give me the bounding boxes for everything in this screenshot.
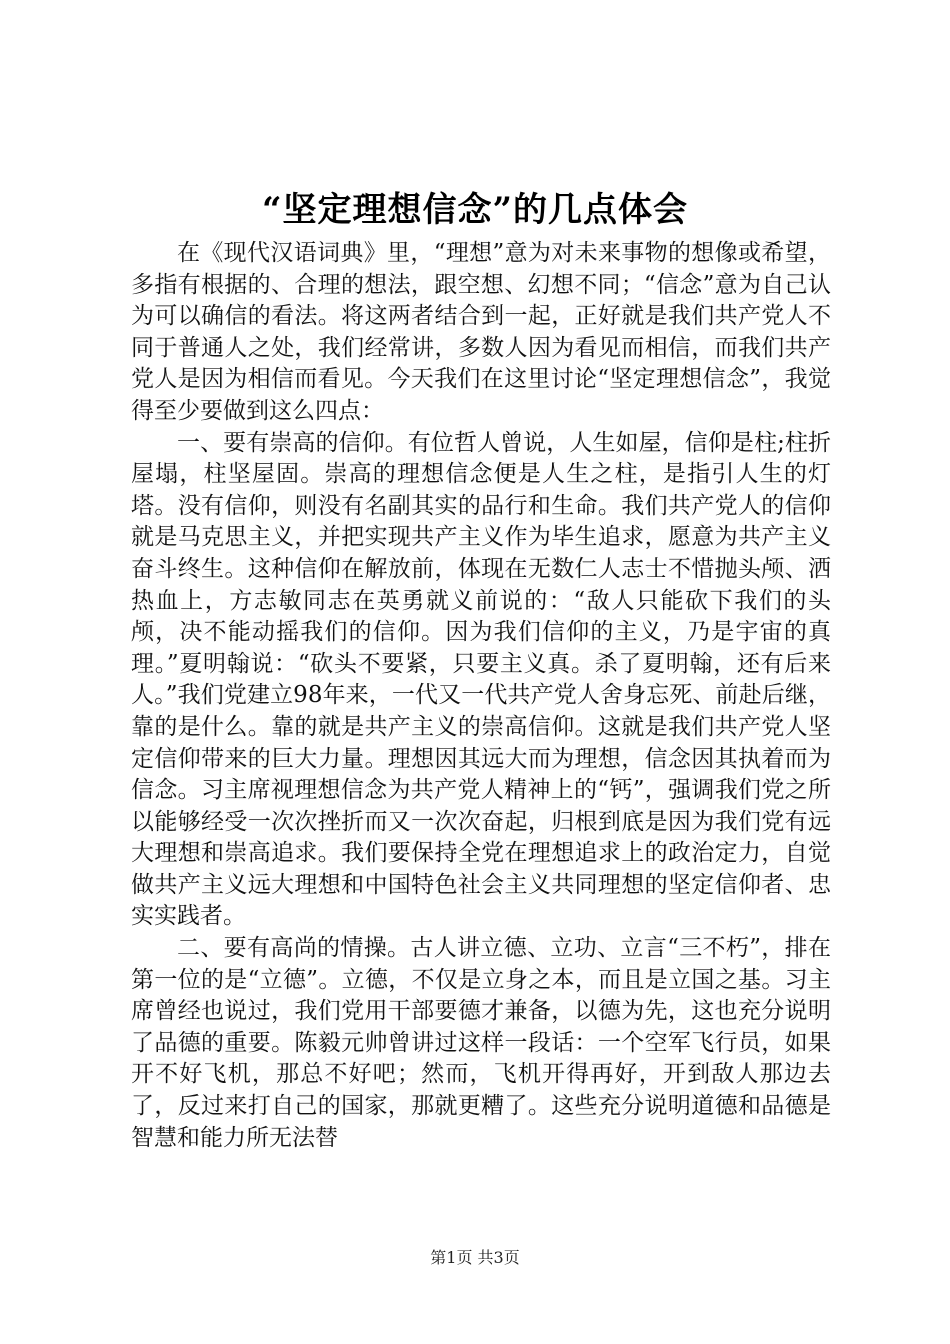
document-title: “坚定理想信念”的几点体会	[261, 190, 689, 230]
page-number-footer: 第1页 共3页	[430, 1248, 520, 1267]
document-body	[131, 238, 831, 1154]
section-two-paragraph: 二、要有高尚的情操。古人讲立德、立功、立言“三不朽”，排在第一位的是“立德”。立德，不仅是立身之本，而且是立国之基。习主席曾经也说过，我们党用干部要德才兼备，以德为先，这也充分说明了品德的重要。陈毅元帅曾讲过这样一段话：一个空军飞行员，如果开不好飞机，那总不好吧；然而，飞机开得再好，开到敌人那边去了，反过来打自己的国家，那就更糟了。这些充分说明道德和品德是智慧和能力所无法替	[131, 935, 831, 1151]
section-one-paragraph: 一、要有崇高的信仰。有位哲人曾说，人生如屋，信仰是柱;柱折屋塌，柱坚屋固。崇高的理想信念便是人生之柱，是指引人生的灯塔。没有信仰，则没有名副其实的品行和生命。我们共产党人的信仰就是马克思主义，并把实现共产主义作为毕生追求，愿意为共产主义奋斗终生。这种信仰在解放前，体现在无数仁人志士不惜抛头颅、洒热血上，方志敏同志在英勇就义前说的：“敌人只能砍下我们的头颅，决不能动摇我们的信仰。因为我们信仰的主义，乃是宇宙的真理。”夏明翰说：“砍头不要紧，只要主义真。杀了夏明翰，还有后来人。”我们党建立98年来，一代又一代共产党人舍身忘死、前赴后继，靠的是什么。靠的就是共产主义的崇高信仰。这就是我们共产党人坚定信仰带来的巨大力量。理想因其远大而为理想，信念因其执着而为信念。习主席视理想信念为共产党人精神上的“钙”，强调我们党之所以能够经受一次次挫折而又一次次奋起，归根到底是因为我们党有远大理想和崇高追求。我们要保持全党在理想追求上的政治定力，自觉做共产主义远大理想和中国特色社会主义共同理想的坚定信仰者、忠实实践者。	[131, 429, 831, 930]
intro-paragraph: 在《现代汉语词典》里，“理想”意为对未来事物的想像或希望，多指有根据的、合理的想法，跟空想、幻想不同；“信念”意为自己认为可以确信的看法。将这两者结合到一起，正好就是我们共产党人不同于普通人之处，我们经常讲，多数人因为看见而相信，而我们共产党人是因为相信而看见。今天我们在这里讨论“坚定理想信念”，我觉得至少要做到这么四点：	[131, 240, 831, 424]
